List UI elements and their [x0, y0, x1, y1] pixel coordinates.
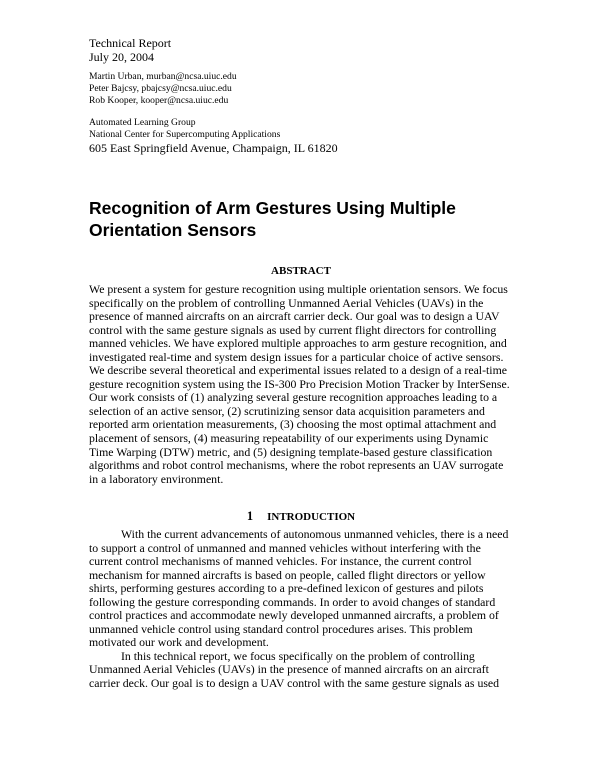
report-type: Technical Report — [89, 36, 172, 50]
author-line: Rob Kooper, kooper@ncsa.uiuc.edu — [89, 95, 229, 106]
abstract-text: We present a system for gesture recognition using multiple orientation sensors. We focus specifically on the problem of controlling Unmanned Aerial Vehicles (UAVs) in the presence of manned aircrafts on an aircraft carrier deck. Our goal was to design a UAV control with the same gesture signals as used by current flight directors for controlling manned vehicles. We have explored multiple approaches to arm gesture recognition, and investigated real-time and system design issues for a particular choice of active sensors. We describe several theoretical and experimental issues related to a design of a real-time gesture recognition system using the IS-300 Pro Precision Motion Tracker by InterSense. Our work consists of (1) analyzing several gesture recognition approaches leading to a selection of an active sensor, (2) scrutinizing sensor data acquisition parameters and reported arm orientation measurements, (3) choosing the most optimal attachment and placement of sensors, (4) measuring repeatability of our experiments using Dynamic Time Warping (DTW) metric, and (5) designing template-based gesture classification algorithms and robot control mechanisms, where the robot represents an UAV surrogate in a laboratory environment. — [89, 282, 510, 486]
address: 605 East Springfield Avenue, Champaign, IL 61820 — [89, 141, 338, 155]
introduction-body — [89, 528, 512, 691]
section-number: 1 — [246, 509, 254, 523]
abstract-heading: ABSTRACT — [271, 265, 331, 277]
paper-title: Recognition of Arm Gestures Using Multiple Orientation Sensors — [89, 198, 456, 240]
group-name: Automated Learning Group — [89, 117, 196, 128]
paragraph: In this technical report, we focus specifically on the problem of controlling Unmanned Aerial Vehicles (UAVs) in the presence of manned aircrafts on an aircraft carrier deck. Our goal is to design a UAV control with the same gesture signals as used — [89, 648, 500, 691]
report-header — [89, 36, 559, 155]
section-title: INTRODUCTION — [267, 511, 356, 523]
report-date: July 20, 2004 — [89, 50, 155, 64]
author-line: Peter Bajcsy, pbajcsy@ncsa.uiuc.edu — [89, 83, 232, 94]
author-line: Martin Urban, murban@ncsa.uiuc.edu — [89, 71, 237, 82]
paragraph: With the current advancements of autonomous unmanned vehicles, there is a need to support a control of unmanned and manned vehicles without interfering with the current control mechanisms of manned vehicles. For instance, the current control mechanism for manned aircrafts is based on people, called flight directors or yellow shirts, performing gestures according to a pre-defined lexicon of gestures and pilots following the gesture corresponding commands. In order to avoid changes of standard control practices and accommodate newly developed unmanned aircrafts, a problem of unmanned vehicle control using standard control procedures arises. This problem motivated our work and development. — [89, 527, 509, 650]
section-heading-introduction — [89, 509, 513, 524]
center-name: National Center for Supercomputing Applications — [89, 129, 281, 140]
